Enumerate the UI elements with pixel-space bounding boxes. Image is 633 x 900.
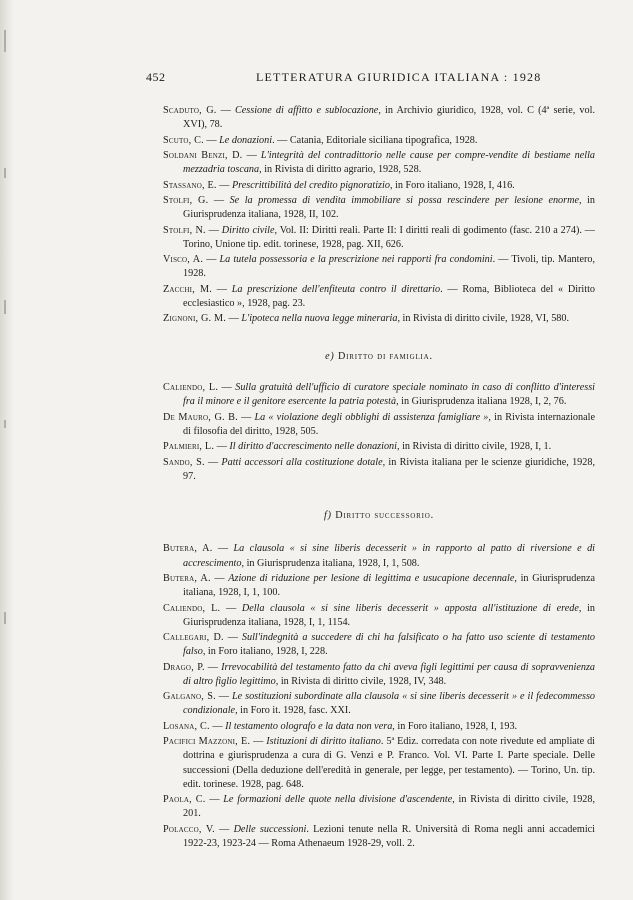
entry-dash: — — [203, 254, 220, 266]
entry-author: Butera, A. — [163, 572, 211, 584]
entry-citation: , in Giurisprudenza italiana, 1928, I, 1, 100. — [183, 572, 596, 599]
entry-dash: — — [218, 381, 236, 393]
page-header — [146, 70, 598, 88]
entry-citation: , in Foro italiano, 1928, I, 416. — [389, 179, 515, 191]
entry-author: Zacchi, M. — [163, 283, 212, 295]
entry-dash: — — [209, 720, 226, 732]
section-letter: e) — [325, 350, 335, 362]
entry-author: Losana, C. — [163, 720, 210, 732]
entry-title: Se la promessa di vendita immobiliare si possa rescindere per lesione enorme — [229, 194, 579, 206]
bibliography-entry — [163, 720, 595, 734]
entry-dash: — — [226, 313, 242, 325]
entry-dash: — — [250, 736, 267, 748]
entry-citation: , in Giurisprudenza italiana, 1928, II, 102. — [183, 194, 595, 221]
entry-author: Polacco, V. — [163, 823, 215, 835]
bibliography-entry — [163, 179, 595, 193]
entry-title: L'ipoteca nella nuova legge mineraria — [241, 313, 398, 325]
entry-dash: — — [210, 572, 229, 584]
entry-title: Istituzioni di diritto italiano — [266, 736, 381, 748]
entry-author: Zignoni, G. M. — [163, 313, 227, 325]
section-title: Diritto successorio. — [335, 510, 434, 522]
entry-title: La tutela possessoria e la prescrizione nei rapporti fra condomini — [219, 254, 493, 266]
running-title: LETTERATURA GIURIDICA ITALIANA : 1928 — [256, 70, 542, 84]
entry-citation: . — Tivoli, tip. Mantero, 1928. — [183, 254, 595, 280]
entry-dash: — — [216, 179, 232, 191]
entry-author: Pacifici Mazzoni, E. — [163, 736, 251, 748]
entry-title: La prescrizione dell'enfiteuta contro il direttario — [231, 283, 441, 295]
entry-author: Stolfi, G. — [163, 194, 209, 206]
entry-dash: — — [212, 543, 234, 555]
bibliography-entry — [163, 602, 595, 630]
entry-citation: . Lezioni tenute nella R. Università di Roma negli anni accademici 1922-23, 1923-24 — Roma Athenaeum 1928-29, voll. 2. — [183, 823, 596, 850]
entry-citation: , Vol. II: Diritti reali. Parte II: I diritti reali di godimento (fasc. 210 a 274). — Torino, Unione tip. edit. torinese, 1928, pag. XII, 626. — [183, 224, 595, 250]
entry-author: Drago, P. — [163, 661, 205, 673]
section-f-list — [163, 542, 595, 851]
entry-dash: — — [223, 632, 242, 644]
entry-title: Sulla gratuità dell'ufficio di curatore speciale nominato in caso di conflitto d'interessi fra il minore e il genitore esercente la patria potestà — [183, 381, 595, 408]
entry-author: Butera, A. — [163, 543, 213, 555]
bibliography-entry — [163, 411, 595, 439]
bibliography-entry — [163, 134, 595, 148]
entry-title: Patti accessori alla costituzione dotale — [221, 456, 383, 468]
entry-dash: — — [211, 283, 232, 295]
entry-author: Sando, S. — [163, 456, 205, 468]
entry-citation: . — Catania, Editoriale siciliana tipografica, 1928. — [272, 134, 478, 146]
entry-author: Scaduto, G. — [163, 105, 217, 116]
entry-author: Caliendo, L. — [163, 602, 221, 614]
entry-title: Le sostituzioni subordinate alla clausola « si sine liberis decesserit » e il fedecommesso condizionale — [183, 691, 595, 717]
entry-citation: , in Giurisprudenza italiana 1928, I, 2, 76. — [396, 396, 567, 408]
bibliography-entry — [163, 224, 595, 252]
bibliography-entry — [163, 456, 595, 484]
section-e-list — [163, 381, 595, 484]
entry-dash: — — [215, 691, 232, 703]
entry-author: Visco, A. — [163, 254, 204, 266]
bibliography-entry — [163, 661, 595, 689]
entry-citation: , in Rivista di diritto agrario, 1928, 528. — [259, 164, 422, 176]
entry-citation: , in Rivista di diritto civile, 1928, IV, 348. — [275, 675, 447, 687]
bibliography-entry — [163, 149, 595, 177]
entry-title: L'integrità del contradittorio nelle cause per compre-vendite di bestiame nella mezzadria toscana — [183, 149, 595, 176]
bibliography-body — [163, 104, 595, 852]
bibliography-entry — [163, 283, 595, 311]
entry-citation: . 5ª Ediz. corredata con note rivedute ed ampliate di dottrina e giurisprudenza a cura di G. Venzi e P. Franco. Vol. VI. Parte I. Parte speciale. Delle successioni (Della deduzione dell'eredità in generale, per legge, per testamento). — Torino, Un. tip. edit. torinese. 1928, pag. 648. — [183, 736, 595, 790]
entry-title: La « violazione degli obblighi di assistenza famigliare » — [254, 411, 489, 423]
entry-dash: — — [242, 149, 261, 161]
entry-author: De Mauro, G. B. — [163, 411, 238, 423]
entry-citation: , in Rivista italiana per le scienze giuridiche, 1928, 97. — [183, 456, 596, 482]
section-heading-succession-law — [163, 509, 595, 523]
entry-citation: , in Foro italiano, 1928, I, 228. — [202, 646, 328, 658]
entry-citation: , in Rivista di diritto civile, 1928, VI, 580. — [397, 313, 570, 325]
entry-title: Delle successioni — [233, 823, 307, 835]
bibliography-entry — [163, 823, 595, 851]
section-d-list — [163, 104, 595, 327]
entry-title: Le formazioni delle quote nella divisione d'ascendente — [223, 794, 453, 806]
entry-dash: — — [205, 794, 224, 806]
bibliography-entry — [163, 440, 595, 454]
entry-author: Palmieri, L. — [163, 441, 215, 453]
entry-title: Prescrittibilità del credito pignoratizio — [231, 179, 390, 191]
entry-dash: — — [208, 194, 230, 206]
entry-title: Diritto civile — [221, 224, 275, 236]
bibliography-entry — [163, 194, 595, 222]
bibliography-entry — [163, 690, 595, 718]
entry-dash: — — [220, 602, 242, 614]
binding-edge — [0, 0, 14, 900]
entry-dash: — — [214, 441, 230, 453]
entry-title: Il testamento olografo e la data non vera — [225, 720, 393, 732]
entry-title: La clausola « si sine liberis decesserit » in rapporto al patto di riversione e di accrescimento — [183, 543, 596, 569]
entry-citation: , in Archivio giuridico, 1928, vol. C (4ª serie, vol. XVI), 78. — [183, 105, 595, 131]
entry-author: Callegari, D. — [163, 632, 224, 644]
entry-dash: — — [237, 411, 255, 423]
entry-title: Della clausola « si sine liberis decesserit » apposta all'istituzione di erede — [241, 602, 579, 614]
entry-author: Caliendo, L. — [163, 381, 219, 393]
bibliography-entry — [163, 381, 595, 409]
entry-citation: , in Rivista di diritto civile, 1928, I, 1. — [396, 441, 552, 453]
entry-author: Stolfi, N. — [163, 224, 206, 236]
entry-title: Sull'indegnità a succedere di chi ha falsificato o ha fatto uso sciente di testamento falso — [183, 632, 595, 658]
page-number: 452 — [146, 70, 166, 84]
entry-dash: — — [204, 661, 222, 673]
section-heading-family-law — [163, 350, 595, 364]
entry-title: Le donazioni — [219, 134, 273, 146]
entry-dash: — — [204, 456, 222, 468]
bibliography-entry — [163, 104, 595, 132]
entry-citation: , in Rivista internazionale di filosofia del diritto, 1928, 505. — [183, 411, 595, 437]
entry-author: Paola, C. — [163, 794, 206, 806]
entry-author: Galgano, S. — [163, 691, 216, 703]
entry-author: Scuto, C. — [163, 134, 204, 146]
bibliography-entry — [163, 631, 595, 659]
bibliography-entry — [163, 253, 595, 281]
entry-author: Stassano, E. — [163, 179, 217, 191]
entry-citation: , in Foro it. 1928, fasc. XXI. — [235, 705, 351, 717]
bibliography-entry — [163, 312, 595, 326]
entry-title: Azione di riduzione per lesione di legittima e usucapione decennale — [228, 572, 515, 584]
bibliography-entry — [163, 735, 595, 792]
section-letter: f) — [324, 510, 332, 522]
bibliography-entry — [163, 793, 595, 821]
entry-title: Cessione di affitto e sublocazione — [234, 105, 379, 116]
entry-author: Soldani Benzi, D. — [163, 149, 243, 161]
entry-title: Irrevocabilità del testamento fatto da chi aveva figli legittimi per causa di sopravvenienza di altro figlio legittimo — [183, 661, 596, 687]
entry-dash: — — [214, 823, 234, 835]
bibliography-entry — [163, 542, 595, 570]
section-title: Diritto di famiglia. — [337, 350, 433, 362]
bibliography-entry — [163, 572, 595, 600]
entry-citation: , in Giurisprudenza italiana, 1928, I, 1, 508. — [241, 557, 420, 569]
entry-dash: — — [216, 105, 235, 116]
entry-title: Il diritto d'accrescimento nelle donazioni — [229, 441, 397, 453]
entry-citation: . — Roma, Biblioteca del « Diritto ecclesiastico », 1928, pag. 23. — [183, 283, 596, 309]
entry-citation: , in Giurisprudenza italiana, 1928, I, 1, 1154. — [183, 602, 595, 628]
entry-citation: , in Foro italiano, 1928, I, 193. — [392, 720, 518, 732]
entry-dash: — — [203, 134, 220, 146]
entry-citation: , in Rivista di diritto civile, 1928, 201. — [183, 794, 596, 820]
entry-dash: — — [205, 224, 222, 236]
